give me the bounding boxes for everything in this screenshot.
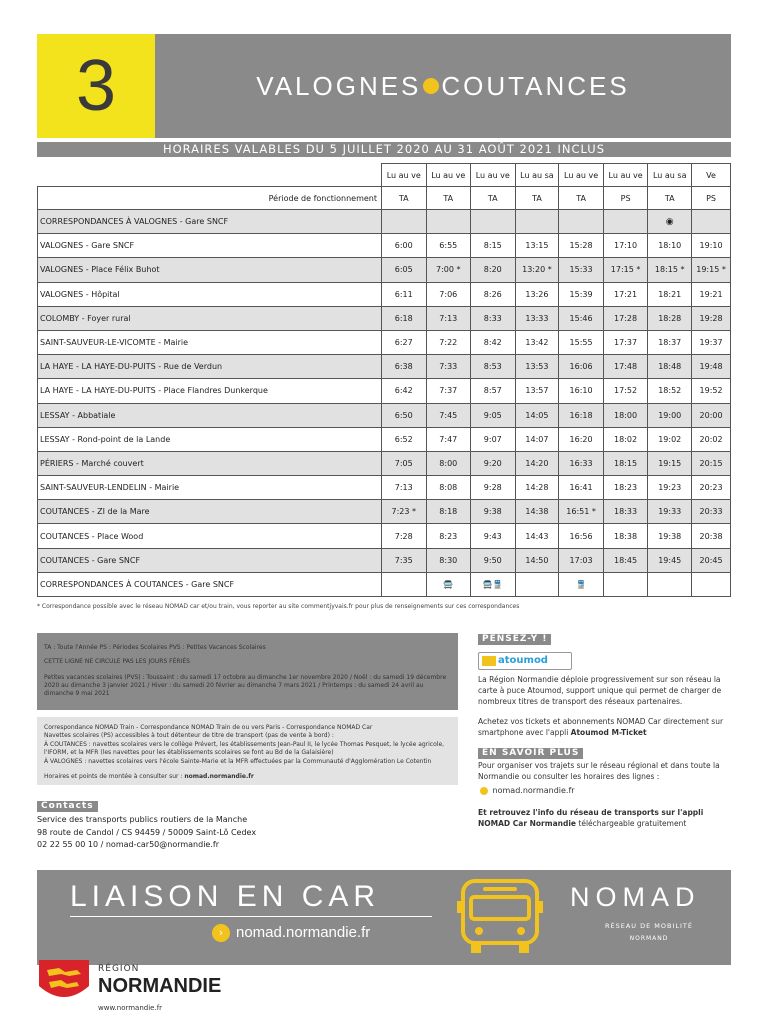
stop-name: PÉRIERS - Marché couvert bbox=[38, 451, 382, 475]
time-cell: 18:45 bbox=[603, 548, 648, 572]
time-cell: 17:03 bbox=[559, 548, 604, 572]
time-cell: 9:28 bbox=[471, 476, 516, 500]
time-cell: 14:07 bbox=[515, 427, 559, 451]
nomad-tagline: RÉSEAU DE MOBILITÉ bbox=[604, 922, 694, 930]
pensez-tag: PENSEZ-Y ! bbox=[478, 634, 551, 645]
time-cell: 16:10 bbox=[559, 379, 604, 403]
app-name: Atoumod M-Ticket bbox=[570, 728, 647, 737]
atoumod-card-icon bbox=[482, 656, 496, 666]
time-cell: 13:15 bbox=[515, 234, 559, 258]
correspondance-cell bbox=[515, 210, 559, 234]
header-empty-cell bbox=[38, 164, 382, 187]
stop-name: LA HAYE - LA HAYE-DU-PUITS - Place Flandres Dunkerque bbox=[38, 379, 382, 403]
savoir-link[interactable]: nomad.normandie.fr bbox=[492, 786, 575, 795]
time-cell: 19:52 bbox=[692, 379, 731, 403]
time-cell: 8:08 bbox=[426, 476, 471, 500]
region-small: RÉGION bbox=[98, 964, 140, 974]
line-number: 3 bbox=[75, 46, 117, 126]
day-header: Lu au sa bbox=[648, 164, 692, 187]
time-cell: 8:20 bbox=[471, 258, 516, 282]
time-cell: 20:23 bbox=[692, 476, 731, 500]
correspondance-cell bbox=[471, 210, 516, 234]
time-cell: 8:53 bbox=[471, 355, 516, 379]
correspondance-icon-cell bbox=[692, 572, 731, 596]
time-cell: 7:00 * bbox=[426, 258, 471, 282]
day-header: Lu au sa bbox=[515, 164, 559, 187]
time-cell: 18:38 bbox=[603, 524, 648, 548]
time-cell: 7:47 bbox=[426, 427, 471, 451]
correspondance-cell bbox=[648, 210, 692, 234]
time-cell: 16:06 bbox=[559, 355, 604, 379]
notes-link[interactable]: nomad.normandie.fr bbox=[184, 773, 254, 780]
time-cell: 19:37 bbox=[692, 330, 731, 354]
correspondance-icon-cell bbox=[382, 572, 427, 596]
time-cell: 18:33 bbox=[603, 500, 648, 524]
time-cell: 16:33 bbox=[559, 451, 604, 475]
savoir-tag: EN SAVOIR PLUS bbox=[478, 748, 583, 759]
stop-name: LESSAY - Abbatiale bbox=[38, 403, 382, 427]
day-header: Lu au ve bbox=[426, 164, 471, 187]
savoir-app-rest: téléchargeable gratuitement bbox=[578, 819, 687, 828]
time-cell: 8:15 bbox=[471, 234, 516, 258]
time-cell: 13:26 bbox=[515, 282, 559, 306]
time-cell: 6:38 bbox=[382, 355, 427, 379]
correspondance-label: CORRESPONDANCES À VALOGNES - Gare SNCF bbox=[38, 210, 382, 234]
savoir-link-row[interactable] bbox=[478, 785, 731, 796]
time-cell: 6:50 bbox=[382, 403, 427, 427]
time-cell: 18:28 bbox=[648, 306, 692, 330]
time-cell: 17:28 bbox=[603, 306, 648, 330]
time-cell: 19:23 bbox=[648, 476, 692, 500]
time-cell: 8:30 bbox=[426, 548, 471, 572]
stop-row bbox=[38, 330, 731, 354]
savoir-paragraph: Pour organiser vos trajets sur le réseau régional et dans toute la Normandie ou consulter les horaires des lignes : bbox=[478, 761, 720, 781]
time-cell: 14:43 bbox=[515, 524, 559, 548]
stop-row bbox=[38, 524, 731, 548]
notes-line-5 bbox=[44, 773, 452, 781]
time-cell: 20:15 bbox=[692, 451, 731, 475]
stop-row bbox=[38, 548, 731, 572]
correspondance-icon-cell bbox=[603, 572, 648, 596]
correspondance-row-start bbox=[38, 210, 731, 234]
correspondance-cell bbox=[382, 210, 427, 234]
time-cell: 19:48 bbox=[692, 355, 731, 379]
stop-row bbox=[38, 306, 731, 330]
stop-row bbox=[38, 258, 731, 282]
time-cell: 18:00 bbox=[603, 403, 648, 427]
time-cell: 20:00 bbox=[692, 403, 731, 427]
period-cell: TA bbox=[382, 187, 427, 210]
time-cell: 13:53 bbox=[515, 355, 559, 379]
train-paris-icon: ◉ bbox=[665, 216, 674, 227]
time-cell: 9:05 bbox=[471, 403, 516, 427]
time-cell: 14:38 bbox=[515, 500, 559, 524]
stop-name: COUTANCES - Gare SNCF bbox=[38, 548, 382, 572]
arrow-dot-icon bbox=[423, 78, 439, 94]
time-cell: 19:21 bbox=[692, 282, 731, 306]
period-cell: TA bbox=[648, 187, 692, 210]
day-header: Ve bbox=[692, 164, 731, 187]
time-cell: 6:42 bbox=[382, 379, 427, 403]
stop-row bbox=[38, 476, 731, 500]
time-cell: 6:11 bbox=[382, 282, 427, 306]
contacts-line-1: Service des transports publics routiers de la Manche bbox=[37, 815, 248, 824]
correspondance-cell bbox=[559, 210, 604, 234]
pensez-paragraph-2 bbox=[478, 716, 731, 738]
banner-url[interactable]: nomad.normandie.fr bbox=[236, 924, 371, 941]
time-cell: 19:15 bbox=[648, 451, 692, 475]
stop-name: LA HAYE - LA HAYE-DU-PUITS - Rue de Verdun bbox=[38, 355, 382, 379]
time-cell: 18:15 bbox=[603, 451, 648, 475]
time-cell: 6:18 bbox=[382, 306, 427, 330]
contacts-line-2: 98 route de Candol / CS 94459 / 50009 Saint-Lô Cedex bbox=[37, 828, 257, 837]
nomad-logo: NOMAD bbox=[570, 882, 701, 912]
time-cell: 9:43 bbox=[471, 524, 516, 548]
time-cell: 18:52 bbox=[648, 379, 692, 403]
notes-line-3: À COUTANCES : navettes scolaires vers le collège Prévert, les établissements Jean-Paul II, le lycée Thomas Pesquet, le lycée agricole, l'IFORM, et la MFR (les navettes pour les établissements scolaires se font au Bd de la Galaisière) bbox=[44, 741, 445, 756]
time-cell: 7:05 bbox=[382, 451, 427, 475]
stop-row bbox=[38, 403, 731, 427]
stop-name: COUTANCES - ZI de la Mare bbox=[38, 500, 382, 524]
stop-row bbox=[38, 379, 731, 403]
time-cell: 19:38 bbox=[648, 524, 692, 548]
correspondance-icon-cell: 🚍🚆 bbox=[471, 572, 516, 596]
period-label: Période de fonctionnement bbox=[38, 187, 382, 210]
route-destination: COUTANCES bbox=[441, 71, 630, 101]
stop-name: SAINT-SAUVEUR-LENDELIN - Mairie bbox=[38, 476, 382, 500]
time-cell: 7:33 bbox=[426, 355, 471, 379]
contacts-tag: Contacts bbox=[37, 801, 98, 812]
legend-line-3: Petites vacances scolaires (PVS) : Toussaint : du samedi 17 octobre au dimanche 1er novembre 2020 / Noël : du samedi 19 décembre 2020 au dimanche 3 janvier 2021 / Hiver : du samedi 20 février au dimanche 7 mars 2021 / Printemps : du samedi 24 avril au dimanche 9 mai 2021 bbox=[44, 674, 447, 697]
time-cell: 16:18 bbox=[559, 403, 604, 427]
region-url[interactable]: www.normandie.fr bbox=[98, 1004, 163, 1012]
time-cell: 17:37 bbox=[603, 330, 648, 354]
time-cell: 19:45 bbox=[648, 548, 692, 572]
time-cell: 9:07 bbox=[471, 427, 516, 451]
correspondance-row-end bbox=[38, 572, 731, 596]
correspondance-label: CORRESPONDANCES À COUTANCES - Gare SNCF bbox=[38, 572, 382, 596]
legend-line-1: TA : Toute l'Année PS : Périodes Scolaires PVS : Petites Vacances Scolaires bbox=[44, 644, 266, 651]
notes-line-1: Correspondance NOMAD Train - Correspondance NOMAD Train de ou vers Paris - Correspondance NOMAD Car bbox=[44, 724, 373, 731]
time-cell: 19:02 bbox=[648, 427, 692, 451]
time-cell: 6:52 bbox=[382, 427, 427, 451]
time-cell: 17:10 bbox=[603, 234, 648, 258]
period-cell: TA bbox=[559, 187, 604, 210]
validity-banner: HORAIRES VALABLES DU 5 JUILLET 2020 AU 31 AOÛT 2021 INCLUS bbox=[37, 142, 731, 157]
region-normandie-logo-icon bbox=[37, 958, 91, 1004]
time-cell: 6:00 bbox=[382, 234, 427, 258]
pensez-paragraph-1: La Région Normandie déploie progressivement sur son réseau la carte à puce Atoumod, support unique qui permet de charger de nombreux titres de transport des réseaux partenaires. bbox=[478, 675, 722, 706]
correspondance-icon-cell: 🚍 bbox=[426, 572, 471, 596]
time-cell: 16:51 * bbox=[559, 500, 604, 524]
stop-row bbox=[38, 355, 731, 379]
time-cell: 19:00 bbox=[648, 403, 692, 427]
time-cell: 7:35 bbox=[382, 548, 427, 572]
time-cell: 18:48 bbox=[648, 355, 692, 379]
correspondance-cell bbox=[603, 210, 648, 234]
banner-title: LIAISON EN CAR bbox=[70, 880, 381, 913]
time-cell: 8:33 bbox=[471, 306, 516, 330]
time-cell: 13:42 bbox=[515, 330, 559, 354]
stop-name: VALOGNES - Hôpital bbox=[38, 282, 382, 306]
day-header: Lu au ve bbox=[382, 164, 427, 187]
savoir-app-text: Et retrouvez l'info du réseau de transports sur l'appli NOMAD Car Normandie bbox=[478, 808, 704, 828]
stop-row bbox=[38, 500, 731, 524]
time-cell: 7:45 bbox=[426, 403, 471, 427]
day-header: Lu au ve bbox=[603, 164, 648, 187]
time-cell: 6:27 bbox=[382, 330, 427, 354]
time-cell: 18:10 bbox=[648, 234, 692, 258]
time-cell: 14:28 bbox=[515, 476, 559, 500]
time-cell: 13:57 bbox=[515, 379, 559, 403]
time-cell: 18:37 bbox=[648, 330, 692, 354]
notes-line-2: Navettes scolaires (PS) accessibles à tout détenteur de titre de transport (pas de vente à bord) : bbox=[44, 732, 334, 739]
time-cell: 7:28 bbox=[382, 524, 427, 548]
correspondance-cell bbox=[692, 210, 731, 234]
time-cell: 7:23 * bbox=[382, 500, 427, 524]
time-cell: 7:37 bbox=[426, 379, 471, 403]
time-cell: 19:15 * bbox=[692, 258, 731, 282]
time-cell: 17:15 * bbox=[603, 258, 648, 282]
period-cell: TA bbox=[426, 187, 471, 210]
footnote: * Correspondance possible avec le réseau NOMAD car et/ou train, vous reporter au site commentjyvais.fr pour plus de renseignements sur ces correspondances bbox=[37, 603, 520, 610]
time-cell: 17:21 bbox=[603, 282, 648, 306]
time-cell: 8:57 bbox=[471, 379, 516, 403]
time-cell: 20:02 bbox=[692, 427, 731, 451]
time-cell: 16:20 bbox=[559, 427, 604, 451]
time-cell: 14:20 bbox=[515, 451, 559, 475]
day-header: Lu au ve bbox=[471, 164, 516, 187]
time-cell: 9:38 bbox=[471, 500, 516, 524]
period-cell: TA bbox=[471, 187, 516, 210]
legend-line-2: CETTE LIGNE NE CIRCULE PAS LES JOURS FÉRIÉS bbox=[44, 658, 190, 665]
correspondance-cell bbox=[426, 210, 471, 234]
header-row-periods bbox=[38, 187, 731, 210]
stop-row bbox=[38, 451, 731, 475]
pensez-paragraph-2-prefix: Achetez vos tickets et abonnements NOMAD Car directement sur smartphone avec l'appli bbox=[478, 717, 724, 737]
time-cell: 7:13 bbox=[382, 476, 427, 500]
atoumod-logo bbox=[478, 652, 572, 670]
header-row-days bbox=[38, 164, 731, 187]
time-cell: 16:41 bbox=[559, 476, 604, 500]
savoir-paragraph-2 bbox=[478, 807, 731, 829]
time-cell: 7:22 bbox=[426, 330, 471, 354]
stop-name: COUTANCES - Place Wood bbox=[38, 524, 382, 548]
time-cell: 8:00 bbox=[426, 451, 471, 475]
correspondance-icon-cell bbox=[648, 572, 692, 596]
time-cell: 9:20 bbox=[471, 451, 516, 475]
time-cell: 20:33 bbox=[692, 500, 731, 524]
time-cell: 20:45 bbox=[692, 548, 731, 572]
stop-row bbox=[38, 234, 731, 258]
time-cell: 15:28 bbox=[559, 234, 604, 258]
timetable bbox=[37, 163, 731, 597]
time-cell: 19:33 bbox=[648, 500, 692, 524]
time-cell: 17:48 bbox=[603, 355, 648, 379]
time-cell: 15:46 bbox=[559, 306, 604, 330]
arrow-right-icon: › bbox=[212, 924, 230, 942]
stop-name: VALOGNES - Gare SNCF bbox=[38, 234, 382, 258]
atoumod-logo-text: atoumod bbox=[498, 655, 548, 666]
period-cell: PS bbox=[692, 187, 731, 210]
time-cell: 17:52 bbox=[603, 379, 648, 403]
time-cell: 7:06 bbox=[426, 282, 471, 306]
time-cell: 18:15 * bbox=[648, 258, 692, 282]
time-cell: 15:55 bbox=[559, 330, 604, 354]
time-cell: 13:33 bbox=[515, 306, 559, 330]
time-cell: 15:39 bbox=[559, 282, 604, 306]
region-name: NORMANDIE bbox=[98, 975, 222, 997]
time-cell: 15:33 bbox=[559, 258, 604, 282]
stop-name: COLOMBY - Foyer rural bbox=[38, 306, 382, 330]
stop-name: VALOGNES - Place Félix Buhot bbox=[38, 258, 382, 282]
contacts-line-3[interactable]: 02 22 55 00 10 / nomad-car50@normandie.fr bbox=[37, 840, 219, 849]
stop-row bbox=[38, 282, 731, 306]
time-cell: 14:05 bbox=[515, 403, 559, 427]
period-cell: TA bbox=[515, 187, 559, 210]
time-cell: 18:23 bbox=[603, 476, 648, 500]
time-cell: 19:10 bbox=[692, 234, 731, 258]
time-cell: 16:56 bbox=[559, 524, 604, 548]
stop-name: LESSAY - Rond-point de la Lande bbox=[38, 427, 382, 451]
time-cell: 8:23 bbox=[426, 524, 471, 548]
time-cell: 20:38 bbox=[692, 524, 731, 548]
time-cell: 13:20 * bbox=[515, 258, 559, 282]
time-cell: 7:13 bbox=[426, 306, 471, 330]
time-cell: 8:42 bbox=[471, 330, 516, 354]
correspondance-icon-cell bbox=[515, 572, 559, 596]
time-cell: 8:18 bbox=[426, 500, 471, 524]
day-header: Lu au ve bbox=[559, 164, 604, 187]
bus-icon bbox=[455, 877, 545, 957]
time-cell: 19:28 bbox=[692, 306, 731, 330]
time-cell: 6:55 bbox=[426, 234, 471, 258]
correspondance-icon-cell: 🚆 bbox=[559, 572, 604, 596]
time-cell: 18:21 bbox=[648, 282, 692, 306]
time-cell: 14:50 bbox=[515, 548, 559, 572]
route-title bbox=[155, 34, 731, 138]
nomad-tagline-2: NORMAND bbox=[629, 935, 669, 942]
time-cell: 18:02 bbox=[603, 427, 648, 451]
notes-line-4: À VALOGNES : navettes scolaires vers l'école Sainte-Marie et la MFR effectuées par la Communauté d'Agglomération Le Cotentin bbox=[44, 758, 432, 765]
time-cell: 9:50 bbox=[471, 548, 516, 572]
route-origin: VALOGNES bbox=[256, 71, 422, 101]
period-cell: PS bbox=[603, 187, 648, 210]
stop-name: SAINT-SAUVEUR-LE-VICOMTE - Mairie bbox=[38, 330, 382, 354]
time-cell: 6:05 bbox=[382, 258, 427, 282]
notes-line-5-prefix: Horaires et points de montée à consulter sur : bbox=[44, 773, 183, 780]
arrow-dot-icon bbox=[480, 787, 488, 795]
banner-divider bbox=[70, 916, 432, 917]
time-cell: 8:26 bbox=[471, 282, 516, 306]
stop-row bbox=[38, 427, 731, 451]
